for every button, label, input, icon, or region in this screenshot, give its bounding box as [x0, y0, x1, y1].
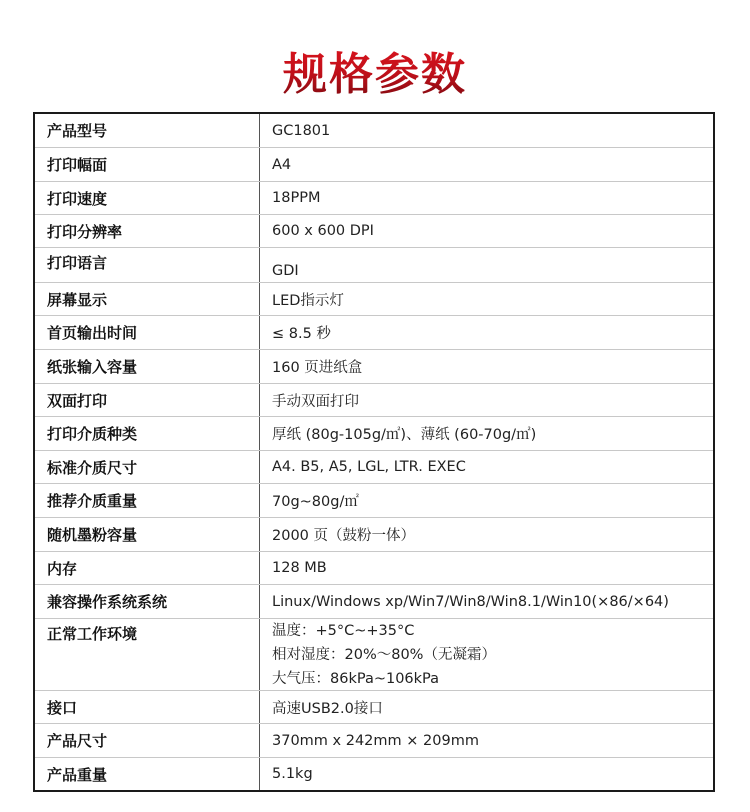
spec-label: 打印介质种类 [35, 417, 260, 450]
spec-value: ≤ 8.5 秒 [272, 326, 331, 342]
spec-value: 128 MB [272, 560, 327, 576]
spec-label: 兼容操作系统系统 [35, 585, 260, 618]
table-row [35, 618, 713, 690]
page-title: 规格参数 [0, 38, 750, 102]
spec-label: 产品重量 [35, 758, 260, 790]
spec-value: GDI [272, 263, 299, 279]
env-humidity: 相对湿度：20%～80%（无凝霜） [272, 646, 496, 663]
spec-label: 屏幕显示 [35, 283, 260, 315]
table-row [35, 551, 713, 584]
spec-label: 标准介质尺寸 [35, 451, 260, 483]
table-row [35, 282, 713, 315]
spec-value: 160 页进纸盒 [272, 360, 363, 376]
table-row [35, 349, 713, 383]
spec-label: 正常工作环境 [35, 619, 260, 690]
table-row [35, 181, 713, 214]
spec-value: LED指示灯 [272, 292, 344, 309]
env-temperature: 温度：+5°C~+35°C [272, 622, 415, 639]
spec-label: 首页输出时间 [35, 316, 260, 349]
spec-label: 打印幅面 [35, 148, 260, 181]
spec-label: 内存 [35, 552, 260, 584]
spec-value: 600 x 600 DPI [272, 223, 374, 239]
spec-value: 370mm x 242mm × 209mm [272, 732, 479, 749]
spec-value: Linux/Windows xp/Win7/Win8/Win8.1/Win10(×86/×64) [272, 593, 669, 610]
spec-label: 随机墨粉容量 [35, 518, 260, 551]
table-row [35, 147, 713, 181]
spec-value: 2000 页（鼓粉一体） [272, 528, 416, 544]
table-row [35, 416, 713, 450]
env-pressure: 大气压：86kPa~106kPa [272, 670, 440, 687]
table-row [35, 383, 713, 416]
spec-value: 高速USB2.0接口 [272, 700, 383, 717]
table-row [35, 114, 713, 147]
table-row [35, 757, 713, 790]
spec-value-multiline [260, 619, 713, 690]
spec-value: A4. B5, A5, LGL, LTR. EXEC [272, 459, 466, 475]
table-row [35, 584, 713, 618]
spec-label: 推荐介质重量 [35, 484, 260, 517]
table-row [35, 483, 713, 517]
spec-label: 打印分辨率 [35, 215, 260, 247]
table-row [35, 723, 713, 757]
spec-value: 手动双面打印 [272, 393, 359, 410]
table-row [35, 450, 713, 483]
spec-value: GC1801 [272, 122, 331, 139]
spec-label: 打印速度 [35, 182, 260, 214]
spec-label: 双面打印 [35, 384, 260, 416]
spec-label: 产品型号 [35, 114, 260, 147]
table-row [35, 517, 713, 551]
spec-table [33, 112, 715, 792]
spec-label: 纸张输入容量 [35, 350, 260, 383]
table-row [35, 214, 713, 247]
table-row [35, 315, 713, 349]
spec-value: 70g~80g/㎡ [272, 494, 359, 510]
spec-label: 接口 [35, 691, 260, 723]
spec-value: 5.1kg [272, 766, 313, 782]
table-row [35, 690, 713, 723]
table-row [35, 247, 713, 282]
spec-value: A4 [272, 156, 292, 173]
spec-value: 厚纸 (80g-105g/㎡)、薄纸 (60-70g/㎡) [272, 427, 537, 443]
spec-label: 打印语言 [35, 248, 260, 282]
spec-label: 产品尺寸 [35, 724, 260, 757]
spec-value: 18PPM [272, 190, 321, 206]
